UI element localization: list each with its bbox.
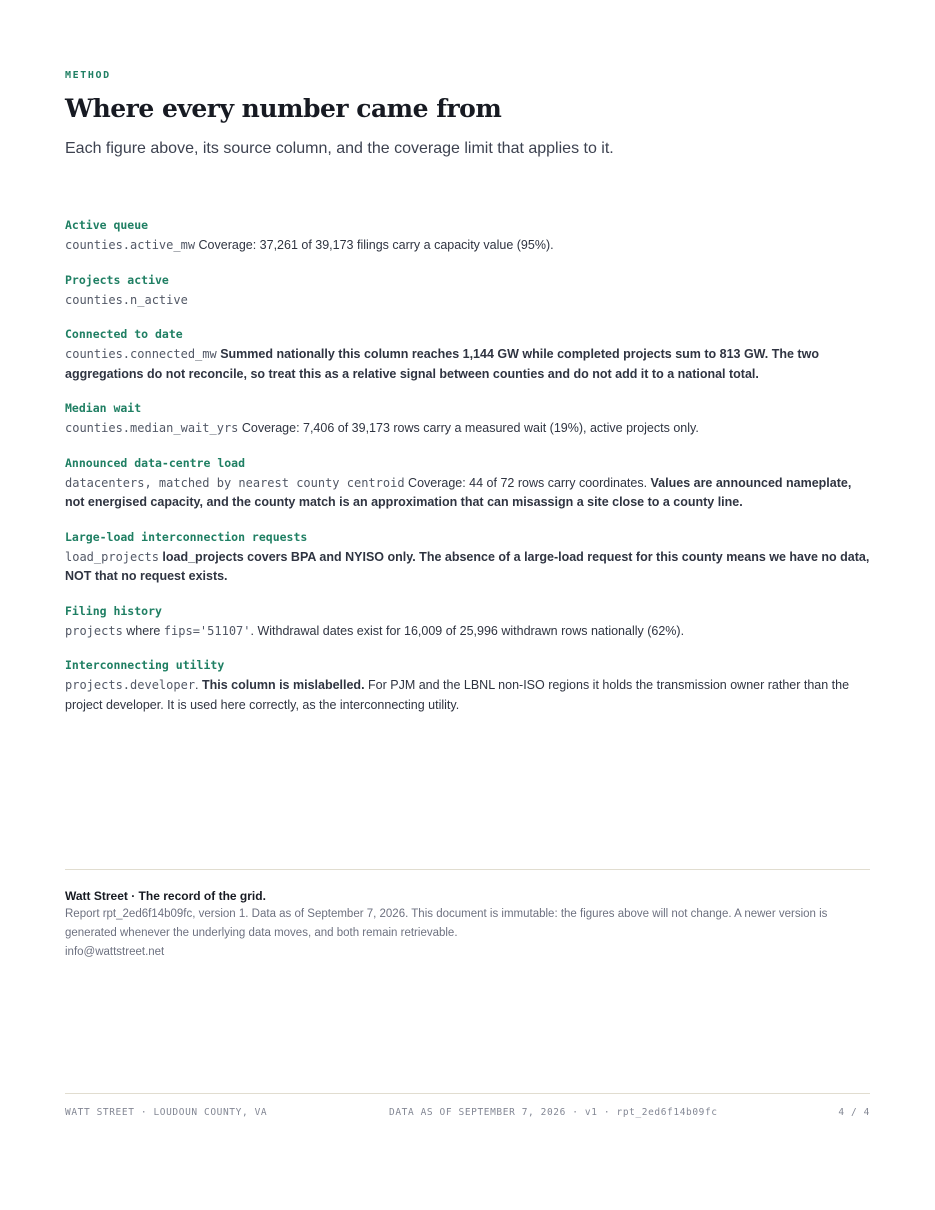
source-entry-data-centre-load (65, 455, 870, 513)
entry-label: Projects active (65, 272, 169, 287)
filter-code: fips='51107' (163, 623, 251, 638)
entry-label: Connected to date (65, 327, 183, 341)
source-entry-active-queue (65, 217, 870, 256)
source-entry-interconnecting-utility (65, 657, 870, 715)
source-column: datacenters, matched by nearest county centroid (65, 475, 405, 490)
entry-label: Filing history (65, 603, 162, 618)
source-entry-filing-history (65, 603, 870, 642)
caveat-note: This column is mislabelled. (202, 678, 365, 692)
page-footer (65, 1107, 870, 1121)
colophon-text: Report rpt_2ed6f14b09fc, version 1. Data as of September 7, 2026. This document is immutable: the figures above will not change. A newer version is generated whenever the underlying data moves, and both remain retrievable. (65, 908, 828, 939)
entry-body (65, 419, 870, 439)
coverage-note: . Withdrawal dates exist for 16,009 of 25,996 withdrawn rows nationally (62%). (250, 623, 685, 638)
entry-body (65, 676, 870, 715)
colophon-divider (65, 869, 870, 870)
entry-body (65, 548, 870, 587)
entry-body (65, 345, 870, 384)
source-entry-large-load (65, 529, 870, 587)
entry-label: Large-load interconnection requests (65, 529, 308, 544)
source-entry-connected-to-date (65, 326, 870, 384)
section-eyebrow: METHOD (65, 70, 111, 81)
coverage-note: Coverage: 7,406 of 39,173 rows carry a measured wait (19%), active projects only. (238, 421, 699, 435)
page-subtitle: Each figure above, its source column, and the coverage limit that applies to it. (65, 140, 614, 157)
caveat-note: Summed nationally this column reaches 1,144 GW while completed projects sum to 813 GW. The two aggregations do not reconcile, so treat this as a relative signal between counties and do not add it to a national total. (65, 347, 819, 381)
source-entry-median-wait (65, 400, 870, 439)
footer-publisher: WATT STREET · LOUDOUN COUNTY, VA (65, 1107, 268, 1118)
explanation-note: For PJM and the LBNL non-ISO regions it holds the transmission owner rather than the project developer. It is used here correctly, as the interconnecting utility. (65, 678, 850, 712)
source-column: load_projects (65, 549, 159, 564)
footer-divider (65, 1093, 870, 1094)
coverage-note: Coverage: 44 of 72 rows carry coordinates. (404, 475, 651, 490)
entry-label: Interconnecting utility (65, 658, 225, 672)
colophon (65, 887, 870, 962)
entry-body (65, 236, 870, 256)
source-entry-projects-active (65, 272, 870, 311)
coverage-note: Coverage: 37,261 of 39,173 filings carry a capacity value (95%). (195, 238, 554, 252)
source-column: counties.n_active (65, 292, 188, 307)
entry-body (65, 291, 870, 311)
entry-label: Announced data-centre load (65, 455, 246, 470)
source-list (65, 217, 870, 731)
source-column: projects.developer (65, 678, 196, 692)
page-title: Where every number came from (65, 94, 502, 123)
colophon-title: Watt Street · The record of the grid. (65, 889, 266, 903)
source-column: counties.connected_mw (65, 347, 217, 361)
entry-label: Active queue (65, 218, 149, 232)
page-number: 4 / 4 (838, 1107, 870, 1118)
entry-label: Median wait (65, 401, 142, 415)
contact-email[interactable]: info@wattstreet.net (65, 946, 165, 958)
entry-body (65, 622, 870, 642)
caveat-note: load_projects covers BPA and NYISO only. The absence of a large-load request for this county means we have no data, NOT that no request exists. (65, 549, 870, 583)
entry-body (65, 474, 870, 513)
source-column: counties.median_wait_yrs (65, 421, 239, 435)
footer-report-id: DATA AS OF SEPTEMBER 7, 2026 · v1 · rpt_2ed6f14b09fc (389, 1107, 718, 1118)
caveat-note: Values are announced nameplate, not energised capacity, and the county match is an approximation that can misassign a site close to a county line. (65, 475, 852, 509)
entry-connector: where (122, 623, 164, 638)
entry-connector: . (195, 678, 202, 692)
source-column: projects (65, 623, 123, 638)
source-column: counties.active_mw (65, 238, 196, 252)
